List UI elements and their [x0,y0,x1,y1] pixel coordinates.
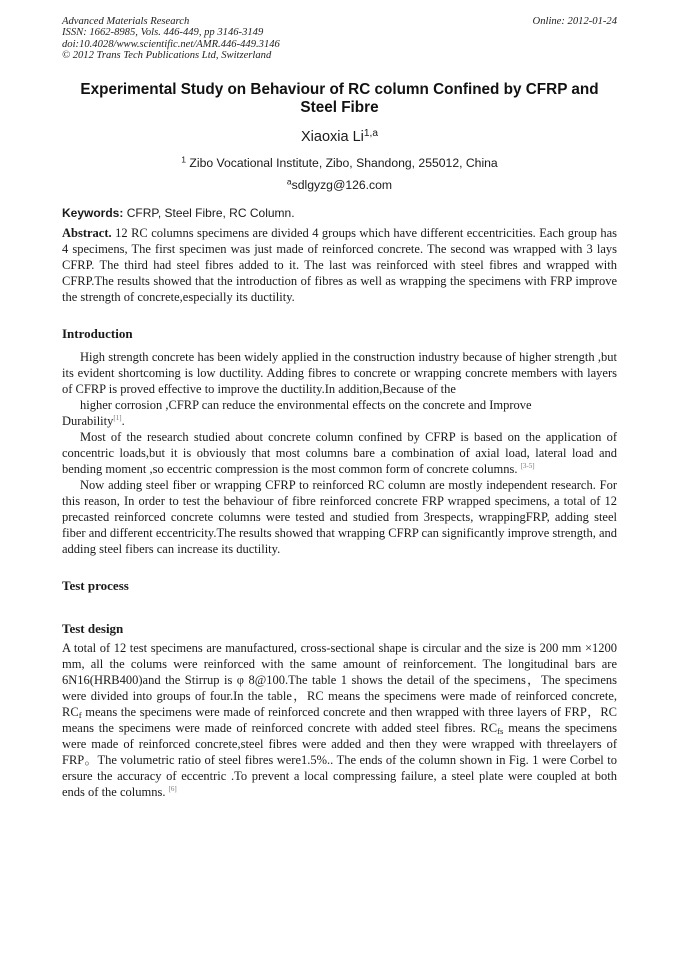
email-sup: a [286,176,292,187]
intro-paragraph-2-text: Most of the research studied about concrete column confined by CFRP is based on the application of concentric loads,but it is obviously that most columns bare a combination of axial load, lateral load and bending moment ,so eccentric compression is the most common form of concrete columns. [62,430,617,476]
journal-name: Advanced Materials Research [62,16,190,27]
intro-paragraph-1-end [62,413,617,429]
test-design-heading: Test design [62,621,124,636]
subscript-f: f [78,710,82,721]
keywords-label: Keywords: [62,206,124,220]
intro-paragraph-1-cont: higher corrosion ,CFRP can reduce the environmental effects on the concrete and Improve [80,398,532,412]
paper-title: Experimental Study on Behaviour of RC column Confined by CFRP and Steel Fibre [80,81,599,116]
email [62,177,617,193]
subscript-fs: fs [497,726,504,737]
citation-1: [1] [113,414,122,423]
design-paragraph [62,640,617,800]
citation-6: [6] [168,785,177,794]
author-sup: 1,a [363,127,378,139]
test-process-heading: Test process [62,578,129,593]
abstract [62,225,617,305]
durability-text: Durability [62,414,114,428]
email-address: sdlgyzg@126.com [291,178,393,192]
introduction-heading: Introduction [62,326,133,341]
keywords [62,206,617,221]
design-text-1: A total of 12 test specimens are manufactured, cross-sectional shape is circular and the size is 200 mm ×1200 mm, all the colums were reinforced with the same amount of reinforcement. The longitudinal bars are 6N16(HRB400)and the Stirrup is φ 8@100.The table 1 shows the detail of the specimens，The specimens were divided into groups of four.In the table，RC means the specimens were made of reinforced concrete, RC [62,641,617,719]
issn-line: ISSN: 1662-8985, Vols. 446-449, pp 3146-3149 [62,27,264,39]
author [62,128,617,146]
online-date: Online: 2012-01-24 [532,16,617,27]
author-name: Xiaoxia Li [301,129,364,145]
period: . [121,414,125,428]
introduction-body [62,349,617,557]
design-text-2: means the specimens were made of reinforced concrete and then wrapped with three layers of FRP，RC means the specimens were made of reinforced concrete with added steel fibres. RC [62,705,617,735]
affiliation-sup: 1 [181,154,187,165]
intro-paragraph-2 [62,429,617,477]
affiliation [62,155,617,171]
design-text-3: means the specimens were made of reinforced concrete,steel fibres were added and then they were wrapped with threelayers of FRP。The volumetric ratio of steel fibres were1.5%.. The ends of the column shown in Fig. 1 were Corbel to ersure the accuracy of eccentric .To prevent a local compressing failure, a steel plate were coupled at both ends of the columns. [62,721,617,799]
citation-3-5: [3-5] [520,462,535,471]
journal-header [62,16,617,61]
copyright-line: © 2012 Trans Tech Publications Ltd, Switzerland [62,49,272,61]
test-design-body [62,640,617,800]
intro-paragraph-1: High strength concrete has been widely applied in the construction industry because of higher strength ,but its evident shortcoming is low ductility. Adding fibres to concrete or wrapping concrete members with layers of CFRP is proved effective to improve the ductility.In addition,Because of the [62,350,617,396]
abstract-text: 12 RC columns specimens are divided 4 groups which have different eccentricities. Each group has 4 specimens, The first specimen was just made of reinforced concrete. The second was wrapped with 3 lays CFRP. The third had steel fibres added to it. The last was reinforced with steel fibres and wrapped with CFRP.The results showed that the introduction of fibres as well as wrapping the specimens with FRP improve the strength of concrete,especially its ductility. [62,226,617,304]
abstract-label: Abstract. [62,226,112,240]
keywords-text: CFRP, Steel Fibre, RC Column. [126,206,295,220]
intro-paragraph-3: Now adding steel fiber or wrapping CFRP to reinforced RC column are mostly independent research. For this reason, In order to test the behaviour of fibre reinforced concrete FRP wrapped specimens, a total of 12 precasted reinforced concrete columns were tested and studied from 3respects, wrappingFRP, adding steel fiber and different eccentricity.The results showed that wrapping CFRP can significantly improve strength, and adding steel fibers can increase its ductility. [62,478,617,556]
doi-line: doi:10.4028/www.scientific.net/AMR.446-449.3146 [62,38,280,50]
affiliation-text: Zibo Vocational Institute, Zibo, Shandong, 255012, China [189,156,498,170]
